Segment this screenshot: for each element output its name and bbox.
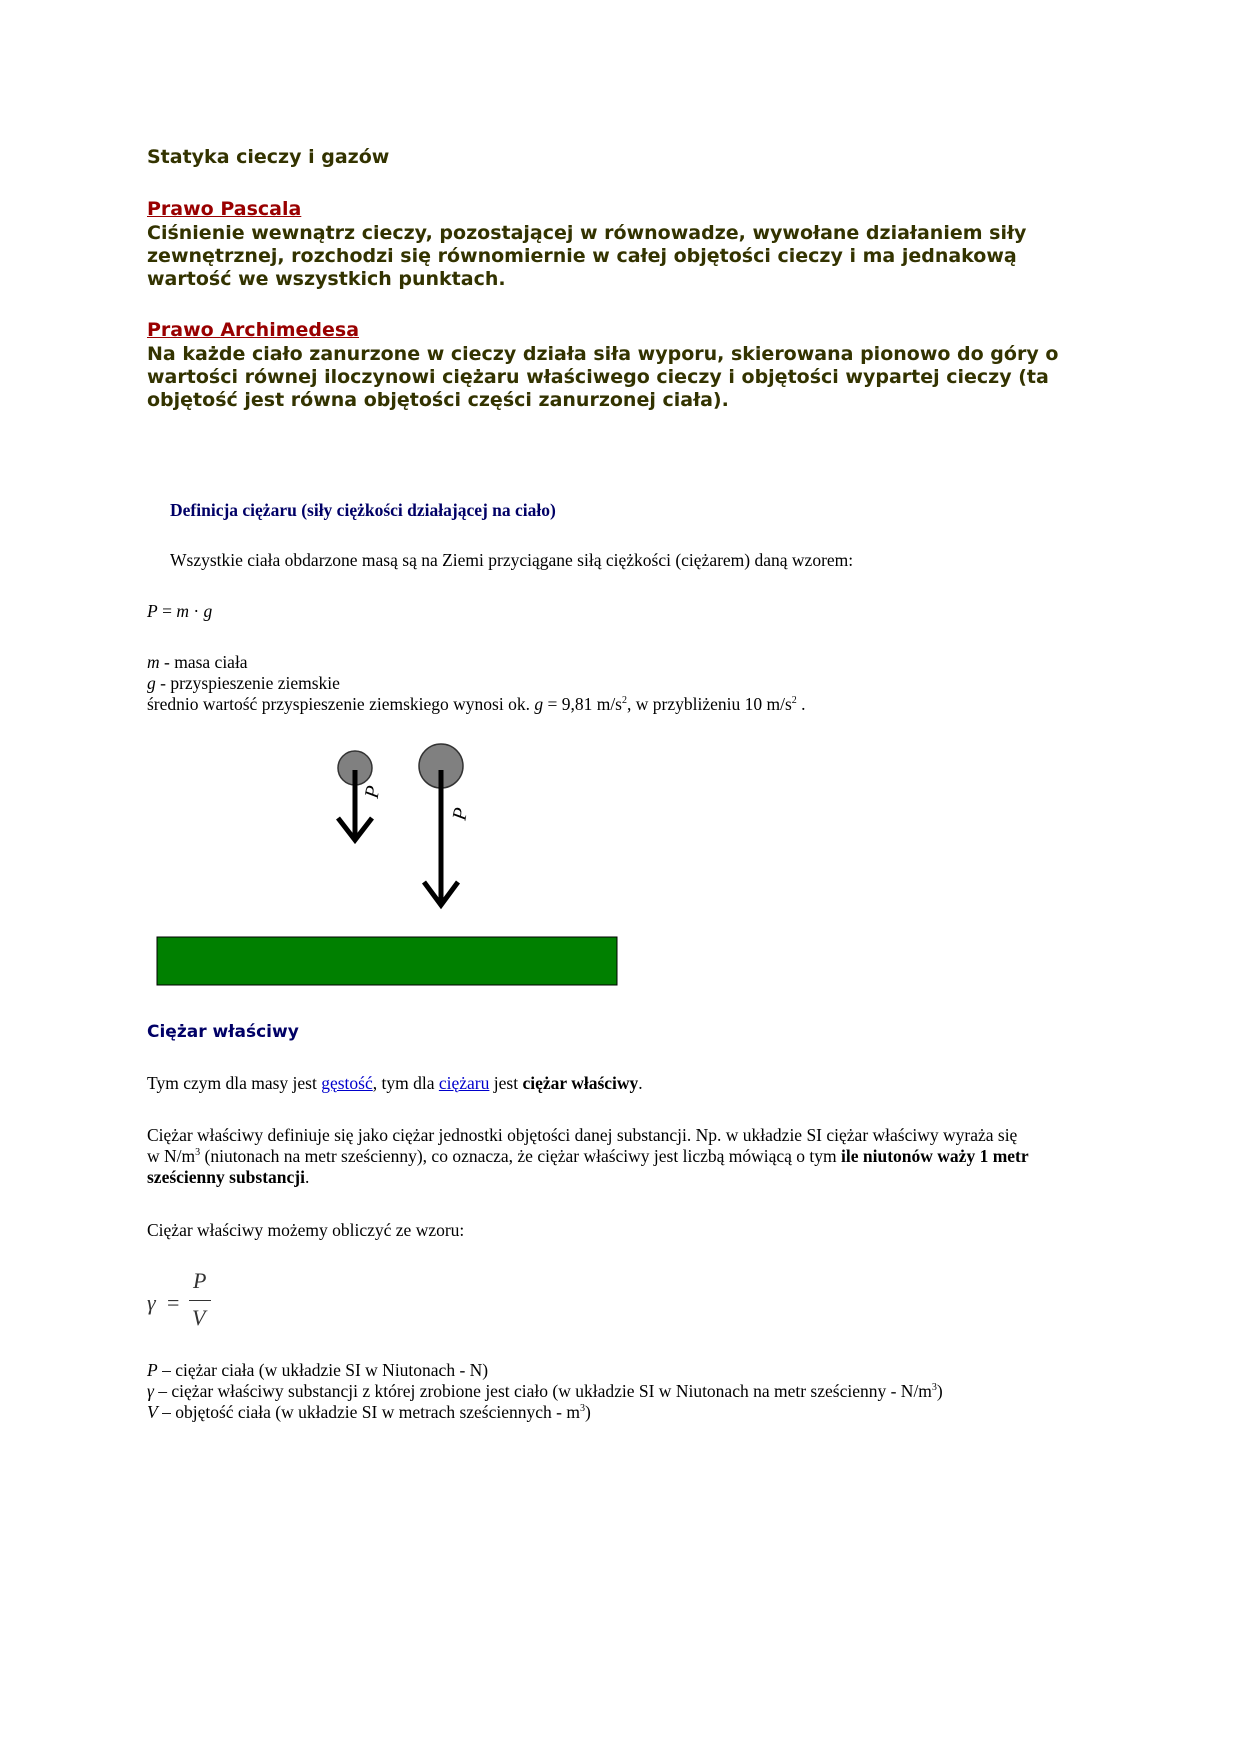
- symbol-definitions: [147, 1360, 943, 1423]
- specific-weight-p1: [147, 1073, 643, 1094]
- p1-text-2: , tym dla: [372, 1073, 439, 1093]
- p2-text: (niutonach na metr sześcienny), co oznacza, że ciężar właściwy jest liczbą mówiącą o tym: [200, 1146, 842, 1166]
- var-definitions: [147, 652, 806, 715]
- formula-equals: =: [167, 1290, 180, 1315]
- var-m-desc: - masa ciała: [159, 652, 248, 672]
- p2-bold-2: sześcienny substancji: [147, 1167, 305, 1187]
- def-P-text: – ciężar ciała (w układzie SI w Niutonach - N): [157, 1360, 489, 1380]
- pascal-heading: Prawo Pascala: [147, 198, 302, 220]
- fraction-bar: [189, 1300, 211, 1301]
- formula-numerator: P: [193, 1268, 207, 1293]
- avg-pre: średnio wartość przyspieszenie ziemskiego wynosi ok.: [147, 694, 535, 714]
- archimedes-line-2: wartości równej iloczynowi ciężaru właściwego cieczy i objętości wypartej cieczy (ta: [147, 366, 1049, 388]
- var-g-desc: - przyspieszenie ziemskie: [155, 673, 340, 693]
- gravity-figure: [150, 740, 630, 990]
- p2-end: .: [305, 1167, 310, 1187]
- large-arrow-label: P: [448, 805, 473, 822]
- def-V-end: ): [584, 1402, 591, 1422]
- specific-weight-formula: [147, 1268, 227, 1336]
- var-g: [147, 673, 806, 694]
- var-m-symbol: m: [147, 652, 160, 672]
- def-gamma-end: ): [936, 1381, 943, 1401]
- avg-g: g: [534, 694, 544, 714]
- formula-denominator: V: [192, 1305, 206, 1330]
- avg-exp: 2: [622, 695, 627, 707]
- specific-weight-p3: Ciężar właściwy możemy obliczyć ze wzoru:: [147, 1220, 465, 1240]
- weight-intro: Wszystkie ciała obdarzone masą są na Ziemi przyciągane siłą ciężkości (ciężarem) daną wzorem:: [170, 550, 854, 570]
- p2-line-1: Ciężar właściwy definiuje się jako ciężar jednostki objętości danej substancji. Np. w układzie SI ciężar właściwy wyraża się: [147, 1125, 1018, 1145]
- formula-dot: ·: [188, 601, 204, 621]
- archimedes-text: [147, 343, 1107, 412]
- pascal-line-2: zewnętrznej, rozchodzi się równomiernie w całej objętości cieczy i ma jednakową: [147, 245, 1017, 267]
- def-gamma-exp: 3: [931, 1382, 937, 1394]
- archimedes-line-1: Na każde ciało zanurzone w cieczy działa siła wyporu, skierowana pionowo do góry o: [147, 343, 1059, 365]
- avg-mid: , w przybliżeniu 10 m/s: [627, 694, 792, 714]
- formula-g: g: [203, 601, 213, 621]
- avg-exp2: 2: [791, 695, 797, 707]
- def-V-symbol: V: [147, 1402, 158, 1422]
- weight-definition-heading: Definicja ciężaru (siły ciężkości działającej na ciało): [170, 500, 556, 520]
- specific-weight-p2: [147, 1125, 1107, 1188]
- avg-val1: = 9,81 m/s: [543, 694, 622, 714]
- archimedes-heading: Prawo Archimedesa: [147, 319, 360, 341]
- specific-weight-heading: Ciężar właściwy: [147, 1022, 299, 1042]
- p2-line-3: [147, 1167, 1107, 1188]
- link-gestosc[interactable]: gęstość: [321, 1073, 373, 1093]
- link-ciezaru[interactable]: ciężaru: [438, 1073, 490, 1093]
- page-title: Statyka cieczy i gazów: [147, 146, 390, 168]
- def-gamma: [147, 1381, 943, 1402]
- p2-line-2: [147, 1146, 1107, 1167]
- def-V: [147, 1402, 943, 1423]
- def-V-text: – objętość ciała (w układzie SI w metrach sześciennych - m: [157, 1402, 580, 1422]
- formula-P: P: [147, 601, 158, 621]
- avg-gravity: [147, 694, 806, 715]
- formula-eq: =: [157, 601, 177, 621]
- weight-formula: [147, 601, 212, 622]
- var-m: [147, 652, 806, 673]
- p1-text-1: Tym czym dla masy jest: [147, 1073, 322, 1093]
- def-V-exp: 3: [579, 1403, 585, 1415]
- def-gamma-text: – ciężar właściwy substancji z której zrobione jest ciało (w układzie SI w Niutonach na metr sześcienny - N/m: [153, 1381, 932, 1401]
- def-P-symbol: P: [147, 1360, 158, 1380]
- pascal-text: [147, 222, 1107, 291]
- var-g-symbol: g: [147, 673, 156, 693]
- formula-gamma: γ: [147, 1290, 156, 1315]
- formula-m: m: [176, 601, 189, 621]
- pascal-line-1: Ciśnienie wewnątrz cieczy, pozostającej w równowadze, wywołane działaniem siły: [147, 222, 1027, 244]
- def-gamma-symbol: γ: [147, 1381, 154, 1401]
- pascal-line-3: wartość we wszystkich punktach.: [147, 268, 506, 290]
- p1-text-4: .: [638, 1073, 643, 1093]
- small-arrow-label: P: [360, 784, 385, 800]
- p1-bold: ciężar właściwy: [522, 1073, 639, 1093]
- avg-end: .: [796, 694, 806, 714]
- p1-text-3: jest: [489, 1073, 523, 1093]
- p2-unit: w N/m: [147, 1146, 196, 1166]
- p2-unit-exp: 3: [195, 1147, 201, 1159]
- p2-bold: ile niutonów waży 1 metr: [841, 1146, 1029, 1166]
- def-P: [147, 1360, 943, 1381]
- archimedes-line-3: objętość jest równa objętości części zanurzonej ciała).: [147, 389, 729, 411]
- ground: [157, 937, 617, 985]
